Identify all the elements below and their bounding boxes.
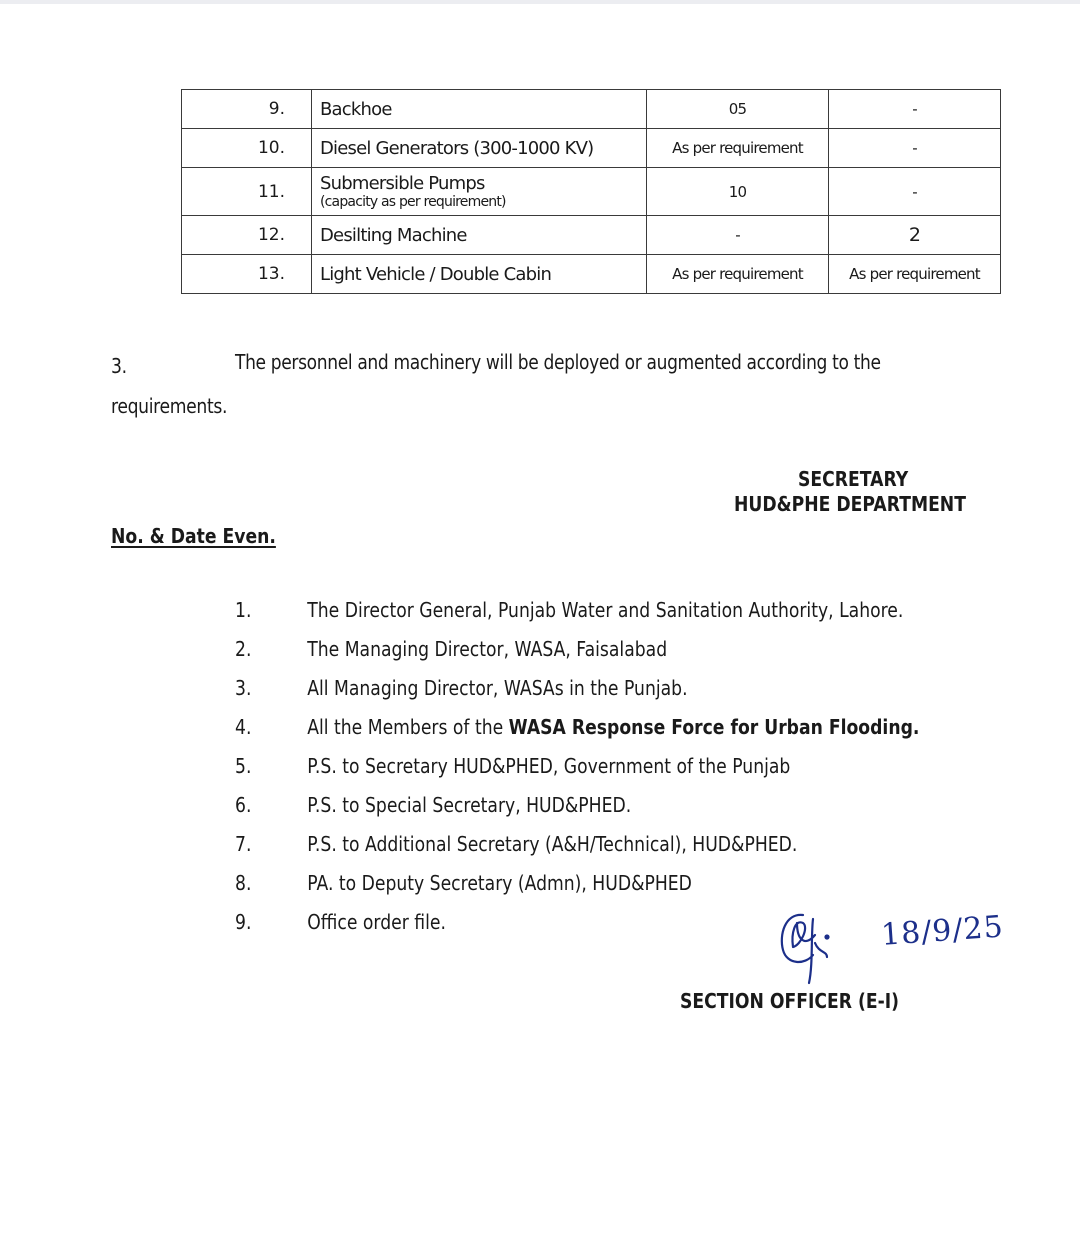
table-row [182, 255, 1001, 294]
quantity-cell-2: 2 [829, 216, 1001, 255]
quantity-cell-2: - [829, 168, 1001, 216]
item-name: Submersible Pumps [320, 173, 485, 194]
serial-number-cell: 10. [182, 129, 312, 168]
distribution-item [235, 754, 790, 784]
signature-initials-stroke [782, 915, 827, 983]
section-officer: SECTION OFFICER (E-I) [680, 989, 900, 1013]
distribution-item-number: 4. [235, 715, 252, 739]
distribution-item-text: PA. to Deputy Secretary (Admn), HUD&PHED [307, 871, 692, 895]
item-name: Desilting Machine [320, 224, 467, 246]
distribution-item-number: 6. [235, 793, 252, 817]
distribution-item-text: P.S. to Special Secretary, HUD&PHED. [307, 793, 632, 817]
quantity-cell-1: 05 [647, 90, 829, 129]
distribution-item-bold-text: WASA Response Force for Urban Flooding. [508, 715, 920, 739]
table-row [182, 129, 1001, 168]
item-cell [312, 129, 647, 168]
equipment-table [181, 89, 1001, 294]
table-row [182, 168, 1001, 216]
handwritten-signature-initials [775, 905, 875, 985]
distribution-item-number: 2. [235, 637, 252, 661]
quantity-cell-1: As per requirement [647, 255, 829, 294]
serial-number-cell: 12. [182, 216, 312, 255]
distribution-item-text: The Managing Director, WASA, Faisalabad [307, 637, 668, 661]
distribution-item [235, 676, 688, 706]
department-name: HUD&PHE DEPARTMENT [734, 492, 966, 516]
distribution-item-number: 9. [235, 910, 252, 934]
signature-dot [826, 936, 829, 939]
distribution-item [235, 793, 631, 823]
distribution-item-text: All the Members of the [307, 715, 509, 739]
distribution-item [235, 715, 919, 745]
top-bar [0, 0, 1080, 4]
distribution-item-number: 5. [235, 754, 252, 778]
paragraph-3-line2: requirements. [111, 394, 228, 418]
copy-header: No. & Date Even. [111, 524, 276, 548]
quantity-cell-2: As per requirement [829, 255, 1001, 294]
paragraph-3-number: 3. [111, 354, 127, 378]
distribution-item-text: P.S. to Additional Secretary (A&H/Technical), HUD&PHED. [307, 832, 798, 856]
item-name: Light Vehicle / Double Cabin [320, 263, 552, 285]
paragraph-3-line1: The personnel and machinery will be deployed or augmented according to the [235, 350, 881, 374]
table-row [182, 90, 1001, 129]
quantity-cell-2: - [829, 129, 1001, 168]
distribution-item-number: 1. [235, 598, 252, 622]
distribution-item-text: Office order file. [307, 910, 446, 934]
table-row [182, 216, 1001, 255]
serial-number-cell: 11. [182, 168, 312, 216]
distribution-item-text: The Director General, Punjab Water and Sanitation Authority, Lahore. [307, 598, 904, 622]
distribution-item [235, 871, 692, 901]
item-cell [312, 90, 647, 129]
secretary-title: SECRETARY [798, 467, 909, 491]
item-cell [312, 255, 647, 294]
quantity-cell-1: 10 [647, 168, 829, 216]
distribution-item-text: P.S. to Secretary HUD&PHED, Government of the Punjab [307, 754, 791, 778]
quantity-cell-1: As per requirement [647, 129, 829, 168]
item-name: Backhoe [320, 98, 392, 120]
quantity-cell-2: - [829, 90, 1001, 129]
item-cell [312, 216, 647, 255]
serial-number-cell: 9. [182, 90, 312, 129]
distribution-item-number: 8. [235, 871, 252, 895]
distribution-item-number: 3. [235, 676, 252, 700]
distribution-item [235, 910, 446, 940]
quantity-cell-1: - [647, 216, 829, 255]
distribution-item [235, 832, 797, 862]
distribution-item-number: 7. [235, 832, 252, 856]
handwritten-date: 18/9/25 [880, 909, 1005, 953]
distribution-item [235, 598, 903, 628]
item-note: (capacity as per requirement) [320, 194, 506, 210]
distribution-item [235, 637, 667, 667]
serial-number-cell: 13. [182, 255, 312, 294]
distribution-item-text: All Managing Director, WASAs in the Punjab. [307, 676, 688, 700]
item-name: Diesel Generators (300-1000 KV) [320, 137, 594, 159]
item-cell [312, 168, 647, 216]
